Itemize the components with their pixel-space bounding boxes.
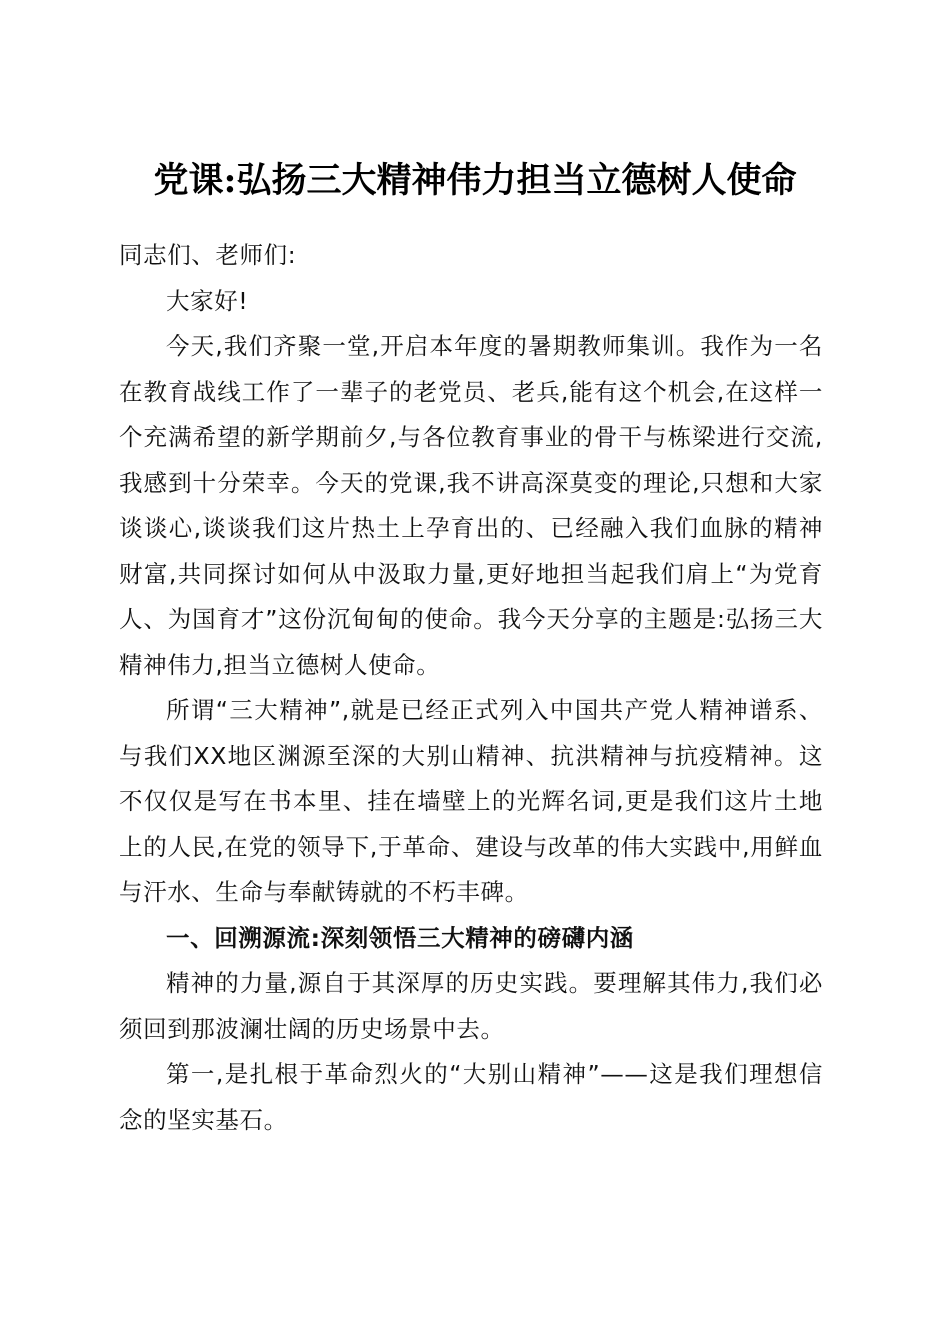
body-paragraph: 所谓“三大精神”,就是已经正式列入中国共产党人精神谱系、与我们XX地区渊源至深的大别山精神、抗洪精神与抗疫精神。这不仅仅是写在书本里、挂在墙壁上的光辉名词,更是我们这片土地上的人民,在党的领导下,于革命、建设与改革的伟大实践中,用鲜血与汗水、生命与奉献铸就的不朽丰碑。 bbox=[119, 696, 823, 906]
section-heading: 一、回溯源流:深刻领悟三大精神的磅礴内涵 bbox=[166, 923, 634, 952]
salutation: 同志们、老师们: bbox=[119, 241, 297, 269]
section-paragraph: 第一,是扎根于革命烈火的“大别山精神”——这是我们理想信念的坚实基石。 bbox=[119, 1060, 823, 1134]
section-paragraph: 精神的力量,源自于其深厚的历史实践。要理解其伟力,我们必须回到那波澜壮阔的历史场景中去。 bbox=[119, 969, 823, 1043]
document-title: 党课:弘扬三大精神伟力担当立德树人使命 bbox=[153, 160, 797, 202]
greeting: 大家好! bbox=[166, 286, 249, 315]
document-body bbox=[119, 233, 823, 1143]
body-paragraph: 今天,我们齐聚一堂,开启本年度的暑期教师集训。我作为一名在教育战线工作了一辈子的老党员、老兵,能有这个机会,在这样一个充满希望的新学期前夕,与各位教育事业的骨干与栋梁进行交流,我感到十分荣幸。今天的党课,我不讲高深莫变的理论,只想和大家谈谈心,谈谈我们这片热土上孕育出的、已经融入我们血脉的精神财富,共同探讨如何从中汲取力量,更好地担当起我们肩上“为党育人、为国育才”这份沉甸甸的使命。我今天分享的主题是:弘扬三大精神伟力,担当立德树人使命。 bbox=[119, 332, 823, 679]
